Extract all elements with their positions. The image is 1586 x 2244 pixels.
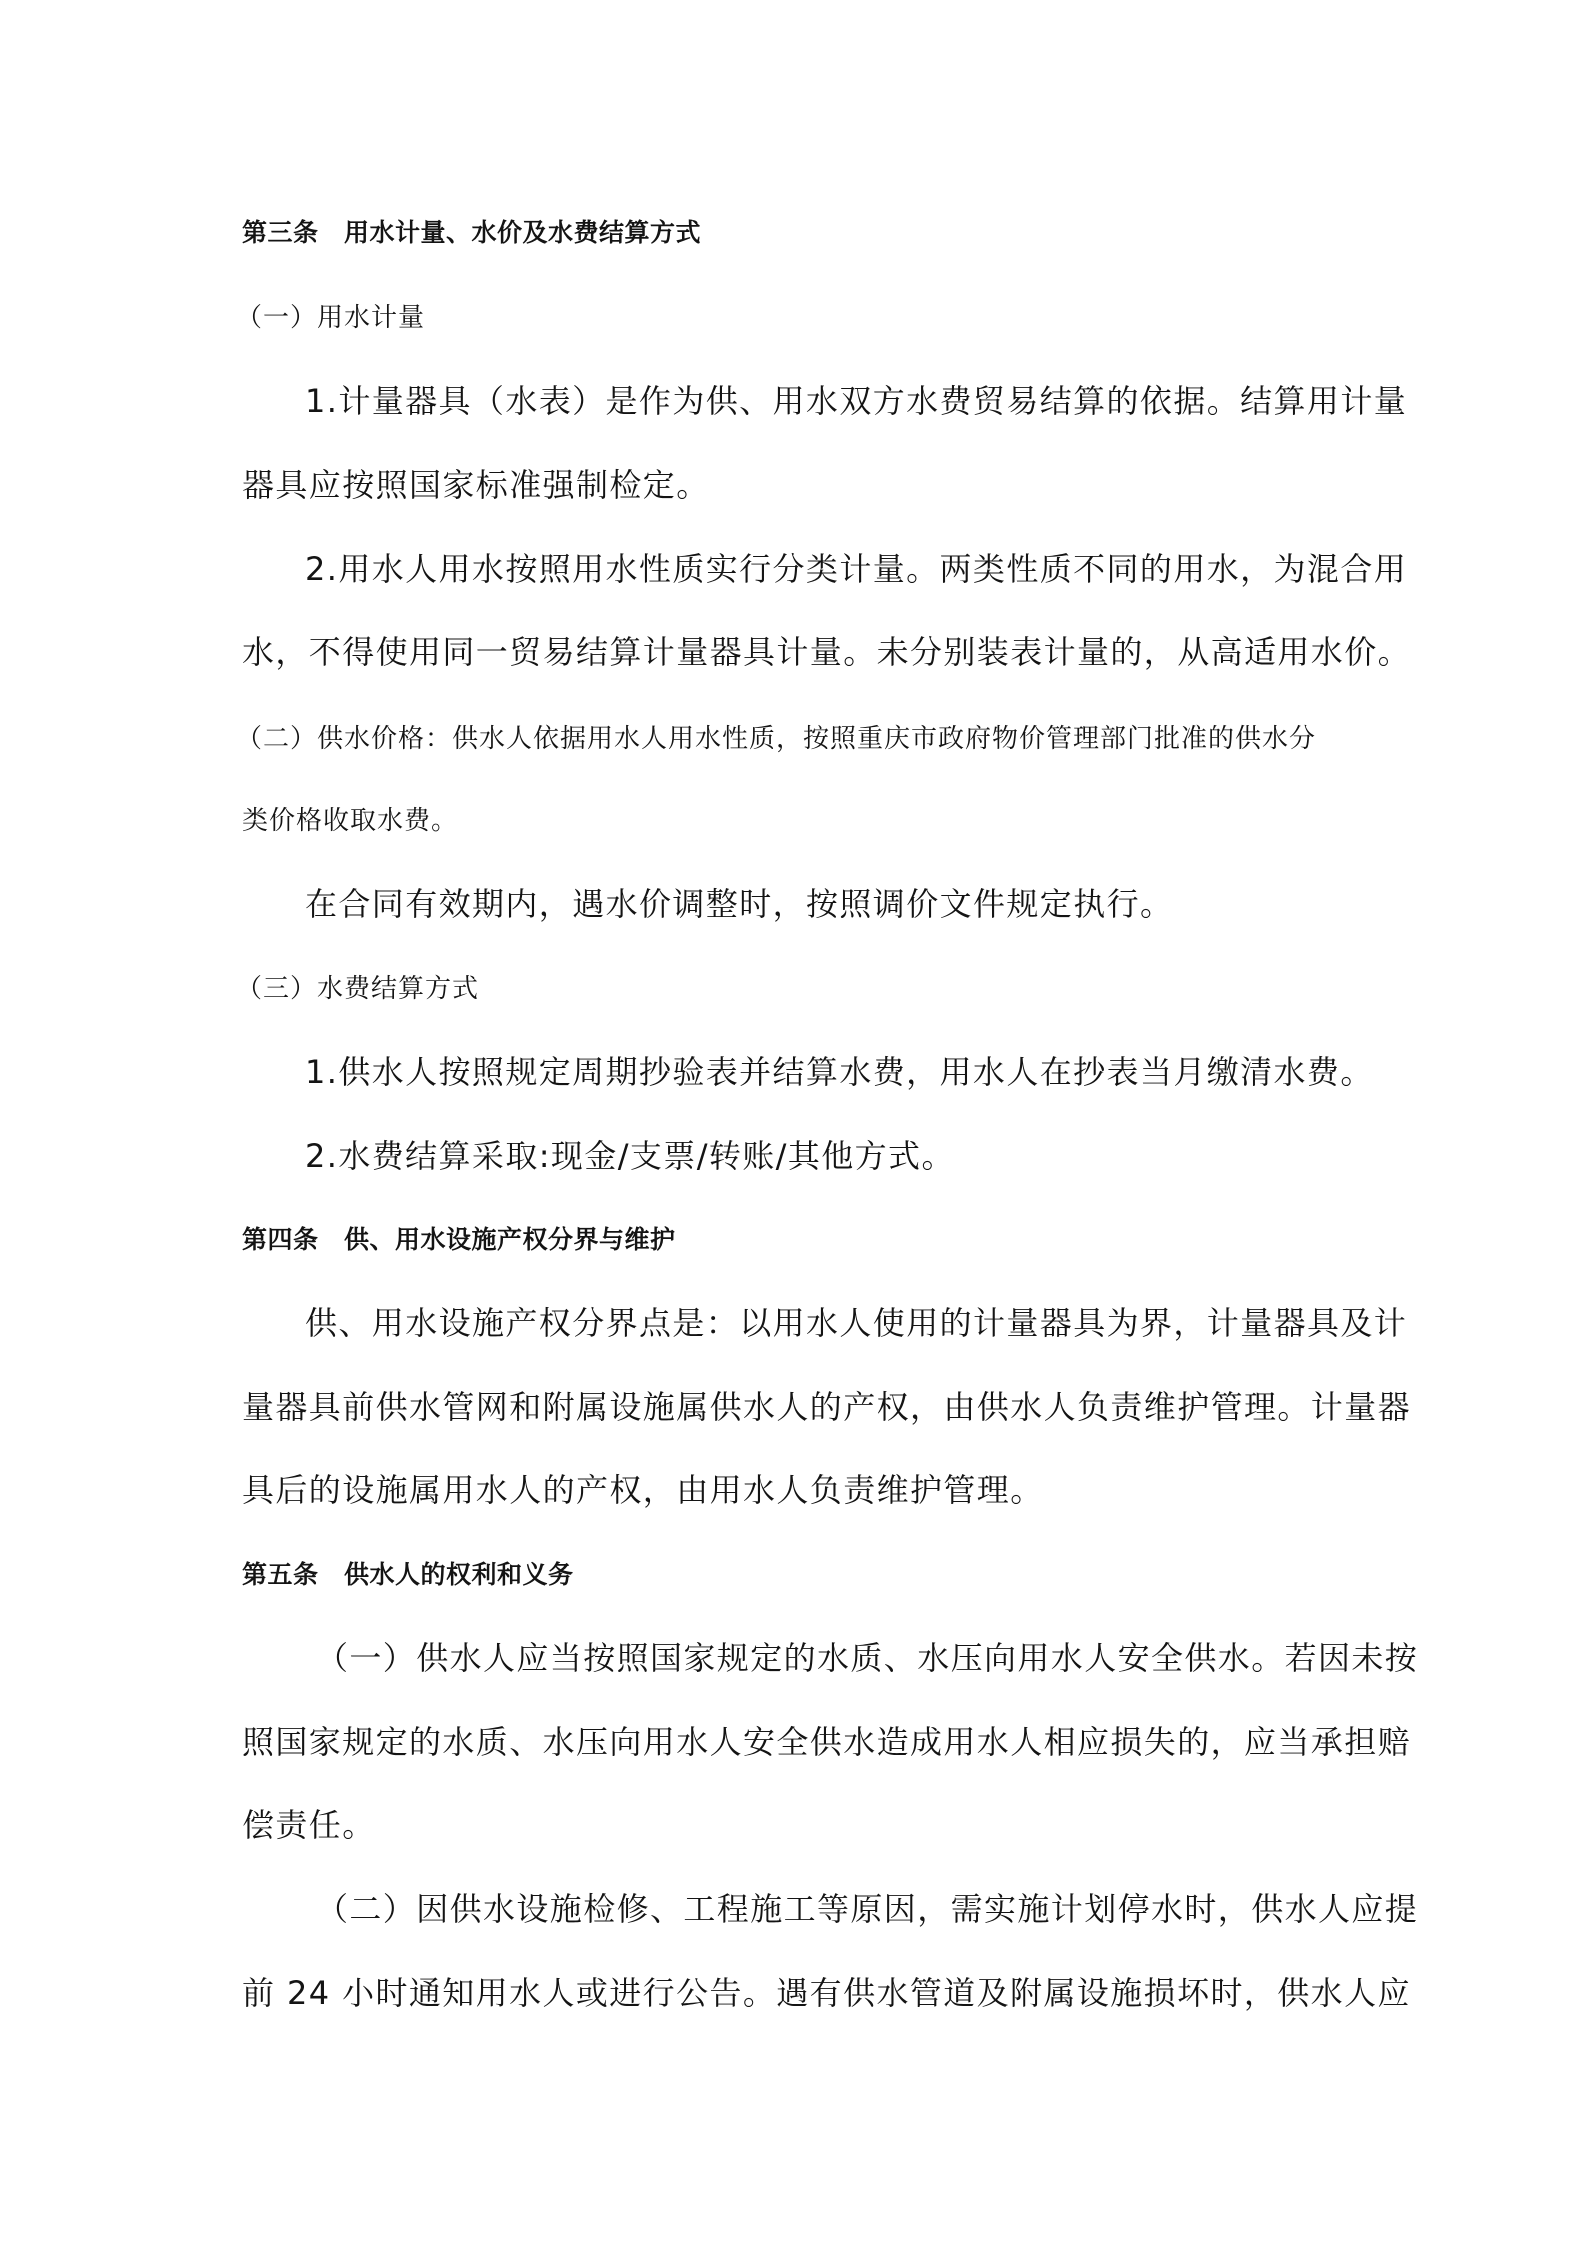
- article-3-section-2-line-1: （二）供水价格：供水人依据用水人用水性质，按照重庆市政府物价管理部门批准的供水分: [236, 724, 1317, 754]
- article-5-para-1-line-2: 照国家规定的水质、水压向用水人安全供水造成用水人相应损失的，应当承担赔: [242, 1723, 1412, 1761]
- article-3-para-5: 2.水费结算采取:现金/支票/转账/其他方式。: [305, 1137, 955, 1175]
- article-5-para-1-line-3: 偿责任。: [242, 1806, 376, 1844]
- article-5-heading: 第五条 供水人的权利和义务: [242, 1560, 574, 1589]
- article-3-para-3: 在合同有效期内，遇水价调整时，按照调价文件规定执行。: [305, 885, 1174, 923]
- article-4-para-1-line-1: 供、用水设施产权分界点是：以用水人使用的计量器具为界，计量器具及计: [305, 1304, 1408, 1342]
- article-4-para-1-line-2: 量器具前供水管网和附属设施属供水人的产权，由供水人负责维护管理。计量器: [242, 1388, 1412, 1426]
- article-5-para-2-line-1: （二）因供水设施检修、工程施工等原因，需实施计划停水时，供水人应提: [316, 1890, 1419, 1928]
- article-4-para-1-line-3: 具后的设施属用水人的产权，由用水人负责维护管理。: [242, 1471, 1044, 1509]
- article-3-para-2-line-1: 2.用水人用水按照用水性质实行分类计量。两类性质不同的用水，为混合用: [305, 550, 1408, 588]
- article-3-section-2-line-2: 类价格收取水费。: [242, 806, 459, 836]
- article-3-para-4: 1.供水人按照规定周期抄验表并结算水费，用水人在抄表当月缴清水费。: [305, 1053, 1374, 1091]
- article-3-heading: 第三条 用水计量、水价及水费结算方式: [242, 218, 702, 247]
- article-4-heading: 第四条 供、用水设施产权分界与维护: [242, 1225, 676, 1254]
- article-5-para-1-line-1: （一）供水人应当按照国家规定的水质、水压向用水人安全供水。若因未按: [316, 1639, 1419, 1677]
- article-3-para-2-line-2: 水，不得使用同一贸易结算计量器具计量。未分别装表计量的，从高适用水价。: [242, 633, 1412, 671]
- article-3-para-1-line-2: 器具应按照国家标准强制检定。: [242, 466, 710, 504]
- article-3-section-3-title: （三）水费结算方式: [236, 974, 480, 1004]
- article-3-para-1-line-1: 1.计量器具（水表）是作为供、用水双方水费贸易结算的依据。结算用计量: [305, 382, 1408, 420]
- article-5-para-2-line-2: 前 24 小时通知用水人或进行公告。遇有供水管道及附属设施损坏时，供水人应: [242, 1974, 1411, 2012]
- article-3-section-1-title: （一）用水计量: [236, 303, 426, 333]
